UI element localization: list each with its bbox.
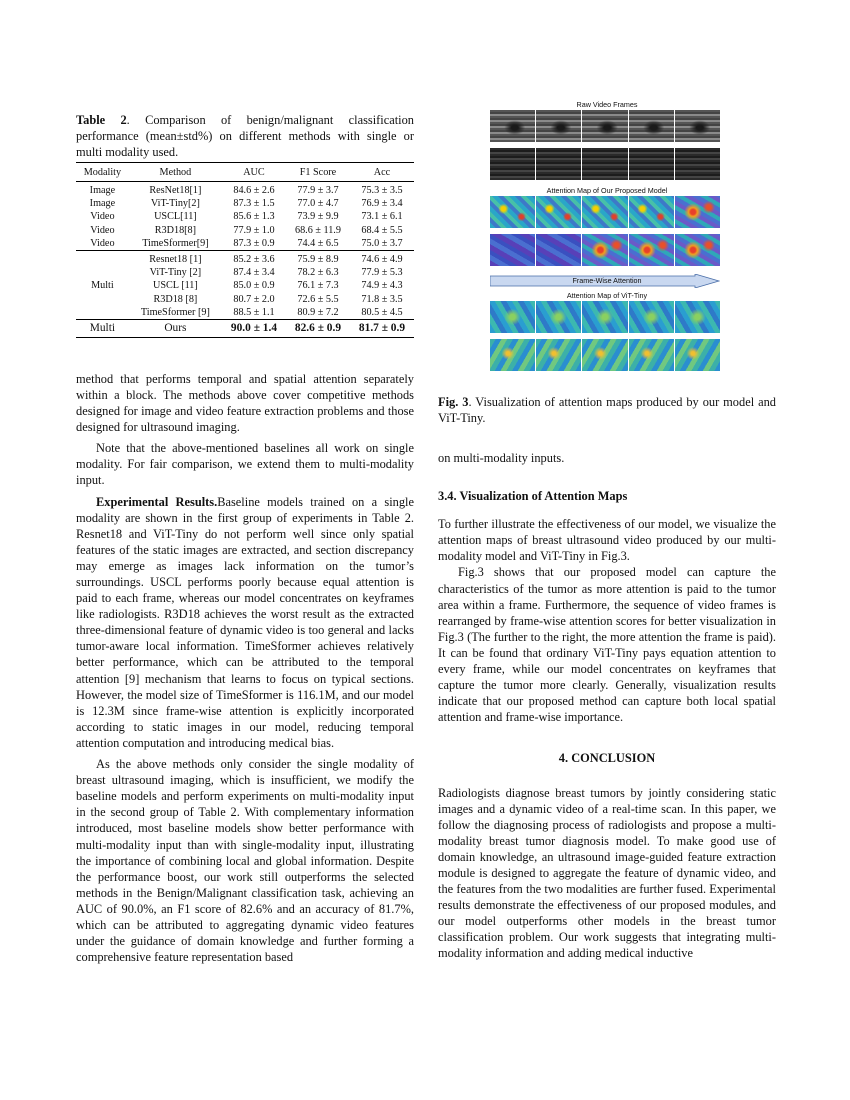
- ultrasound-frame: [582, 110, 627, 142]
- attention-map: [536, 196, 581, 228]
- vit-attention-row-1: [490, 301, 720, 333]
- table-row: [76, 182, 414, 198]
- header-modality: Modality: [76, 163, 129, 182]
- right-column: [438, 98, 776, 962]
- cell-acc: 68.4 ± 5.5: [361, 224, 403, 236]
- header-acc: Acc: [350, 163, 414, 182]
- cell-acc: 73.1 ± 6.1: [361, 211, 403, 223]
- figure-label-ours: Attention Map of Our Proposed Model: [546, 186, 668, 195]
- attention-map: [629, 234, 674, 266]
- cell-modality: Video: [90, 224, 115, 236]
- cell-f1: 73.9 ± 9.9: [297, 211, 339, 223]
- results-table: [76, 162, 414, 338]
- table-row: [76, 197, 414, 210]
- cell-f1: 75.9 ± 8.9: [286, 250, 350, 266]
- paragraph-lead: Experimental Results.: [96, 494, 218, 509]
- header-method: Method: [129, 163, 222, 182]
- cell-f1: 72.6 ± 5.5: [297, 293, 339, 305]
- cell-acc: 77.9 ± 5.3: [361, 267, 403, 279]
- paragraph: To further illustrate the effectiveness of our model, we visualize the attention maps of breast ultrasound video produced by our multi-modality model and ViT-Tiny in Fig.3.: [438, 517, 776, 564]
- attention-map: [629, 196, 674, 228]
- ultrasound-frame: [675, 110, 720, 142]
- header-auc: AUC: [222, 163, 286, 182]
- cell-modality: Multi: [76, 319, 129, 337]
- cell-acc: 75.0 ± 3.7: [361, 237, 403, 249]
- paragraph: As the above methods only consider the single modality of breast ultrasound imaging, which is insufficient, we modify the baseline models and perform experiments on multi-modality input in the second group of Table 2. With complementary information introduced, most baseline models show better performance with multi-modality input than with single-modality input, illustrating the importance of combining local and global information. Despite the performance boost, our work still outperforms the selected methods in the Benign/Malignant classification task, achieving an AUC of 90.0%, an F1 score of 82.6% and an accuracy of 81.7%, which can be attributed to aggregating dynamic video features under the guidance of domain knowledge and further forming a comprehensive feature representation based: [76, 757, 414, 965]
- attention-figure: [438, 98, 776, 378]
- cell-modality: Video: [90, 237, 115, 249]
- cell-method: USCL [11]: [152, 280, 198, 292]
- cell-modality: Image: [76, 182, 129, 198]
- figure-label-vit: Attention Map of ViT-Tiny: [566, 291, 648, 300]
- paragraph: Radiologists diagnose breast tumors by jointly considering static images and a dynamic video of a real-time scan. In this paper, we follow the diagnosing process of radiologists and propose a multi-modality breast tumor diagnosis model. To make good use of domain knowledge, an ultrasound image-guided feature extraction module is designed to aggregate the feature of dynamic video, and the features from the two modalities are further fused. Experimental results demonstrate the effectiveness of our proposed modules, and our model outperforms other models in the breast tumor classification problem. Our work suggests that integrating multi-modality information and adding medical inductive: [438, 785, 776, 961]
- paragraph-text: Baseline models trained on a single modality are shown in the first group of experiments in Table 2. Resnet18 and ViT-Tiny do not perform well since only spatial features of the static images are extracted, and section discrepancy may emerge as images lack information on the tumor’s surroundings. USCL performs poorly because equal attention is paid to each frame, whereas our model concentrates on keyframes like radiologists. R3D18 achieves the worst result as the extracted three-dimensional feature of dynamic video is too general and lacks tumor-aware local information. TimeSformer achieves relatively better performance, which can be attributed to the temporal attention [9] mechanism that learns to focus on typical sections. However, the model size of TimeSformer is 116.1M, and our model is 12.3M since frame-wise attention is explicitly incorporated according to static images in our model, reducing temporal attention computation and introducing medical bias.: [76, 494, 415, 750]
- ultrasound-frame: [629, 148, 674, 180]
- attention-map: [675, 196, 720, 228]
- ultrasound-frame: [536, 148, 581, 180]
- cell-acc: 76.9 ± 3.4: [361, 198, 403, 210]
- figure-caption-text: . Visualization of attention maps produced by our model and ViT-Tiny.: [438, 395, 776, 425]
- paragraph: method that performs temporal and spatial attention separately within a block. The methods above cover competitive methods designed for image and video feature extraction problems and those designed for ultrasound imaging.: [76, 371, 414, 435]
- attention-map: [582, 301, 627, 333]
- attention-map: [490, 301, 535, 333]
- cell-method: Resnet18 [1]: [129, 250, 222, 266]
- section-heading: 3.4. Visualization of Attention Maps: [438, 489, 628, 504]
- cell-f1: 76.1 ± 7.3: [297, 280, 339, 292]
- attention-map: [490, 339, 535, 371]
- cell-f1: 77.0 ± 4.7: [297, 198, 339, 210]
- cell-auc: 87.3 ± 1.5: [233, 198, 275, 210]
- attention-map: [675, 234, 720, 266]
- attention-map: [629, 301, 674, 333]
- header-f1: F1 Score: [286, 163, 350, 182]
- table-caption: [76, 112, 414, 160]
- attention-map: [675, 301, 720, 333]
- paragraph: Fig.3 shows that our proposed model can capture the characteristics of the tumor as more attention is paid to the tumor area within a frame. Furthermore, the sequence of video frames is rearranged by frame-wise attention scores for better visualization in Fig.3 (The further to the right, the more attention the frame is paid). It can be found that ordinary ViT-Tiny pays equation attention to every frame, while our model concentrates on keyframes that capture the tumor more clearly. Generally, visualization results indicate that our proposed method can capture both local spatial attention and frame-wise importance.: [438, 565, 776, 725]
- attention-map: [675, 339, 720, 371]
- cell-auc: 84.6 ± 2.6: [222, 182, 286, 198]
- figure-caption: [438, 394, 776, 426]
- ultrasound-frame: [582, 148, 627, 180]
- cell-auc: 77.9 ± 1.0: [233, 224, 275, 236]
- raw-frames-row-1: [490, 110, 720, 142]
- right-body-text: [438, 450, 776, 962]
- ultrasound-frame: [490, 110, 535, 142]
- ultrasound-frame: [536, 110, 581, 142]
- table-caption-label: Table 2: [76, 113, 127, 127]
- cell-method: Ours: [129, 319, 222, 337]
- cell-f1: 68.6 ± 11.9: [294, 224, 341, 236]
- ultrasound-frame: [629, 110, 674, 142]
- cell-modality: Video: [90, 211, 115, 223]
- table-row: [76, 224, 414, 237]
- attention-map: [582, 196, 627, 228]
- cell-method: ViT-Tiny[2]: [150, 198, 200, 210]
- cell-modality-multi: Multi: [76, 250, 129, 319]
- cell-method: TimeSformer [9]: [140, 306, 210, 318]
- table-row: [76, 210, 414, 223]
- cell-auc: 85.6 ± 1.3: [233, 211, 275, 223]
- attention-map: [490, 234, 535, 266]
- cell-modality: Image: [89, 198, 116, 210]
- cell-f1: 74.4 ± 6.5: [297, 237, 339, 249]
- cell-acc: 80.5 ± 4.5: [361, 306, 403, 318]
- cell-acc: 74.6 ± 4.9: [350, 250, 414, 266]
- cell-acc: 71.8 ± 3.5: [361, 293, 403, 305]
- cell-method: R3D18[8]: [154, 224, 197, 236]
- cell-acc: 75.3 ± 3.5: [350, 182, 414, 198]
- attention-map: [536, 234, 581, 266]
- attention-map: [582, 234, 627, 266]
- paragraph: on multi-modality inputs.: [438, 451, 565, 465]
- cell-method: ViT-Tiny [2]: [149, 267, 202, 279]
- raw-frames-row-2: [490, 148, 720, 180]
- table-caption-text: . Comparison of benign/malignant classification performance (mean±std%) on different methods with single or multi modality used.: [76, 113, 414, 159]
- ours-attention-row-1: [490, 196, 720, 228]
- cell-acc: 74.9 ± 4.3: [361, 280, 403, 292]
- cell-auc: 85.0 ± 0.9: [233, 280, 275, 292]
- cell-auc: 90.0 ± 1.4: [222, 319, 286, 337]
- cell-auc: 85.2 ± 3.6: [222, 250, 286, 266]
- cell-method: ResNet18[1]: [129, 182, 222, 198]
- ultrasound-frame: [675, 148, 720, 180]
- table-row: [76, 237, 414, 251]
- attention-map: [490, 196, 535, 228]
- cell-method: USCL[11]: [154, 211, 197, 223]
- vit-attention-row-2: [490, 339, 720, 371]
- figure-label-arrow: Frame-Wise Attention: [572, 276, 642, 285]
- left-body-text: [76, 371, 414, 965]
- ultrasound-frame: [490, 148, 535, 180]
- ours-attention-row-2: [490, 234, 720, 266]
- left-column: [76, 112, 414, 965]
- cell-auc: 80.7 ± 2.0: [233, 293, 275, 305]
- table-header-row: [76, 163, 414, 182]
- cell-auc: 87.4 ± 3.4: [233, 267, 275, 279]
- attention-map: [536, 339, 581, 371]
- cell-f1: 77.9 ± 3.7: [286, 182, 350, 198]
- cell-method: R3D18 [8]: [153, 293, 198, 305]
- figure-caption-label: Fig. 3: [438, 395, 469, 409]
- cell-auc: 88.5 ± 1.1: [233, 306, 275, 318]
- attention-map: [582, 339, 627, 371]
- table-row-ours: [76, 319, 414, 337]
- attention-map: [629, 339, 674, 371]
- attention-map: [536, 301, 581, 333]
- cell-auc: 87.3 ± 0.9: [233, 237, 275, 249]
- paragraph-experimental-results: [76, 494, 414, 752]
- cell-f1: 80.9 ± 7.2: [297, 306, 339, 318]
- paragraph: Note that the above-mentioned baselines all work on single modality. For fair comparison, we extend them to multi-modality input.: [76, 441, 414, 488]
- section-heading: 4. CONCLUSION: [558, 751, 656, 766]
- cell-method: TimeSformer[9]: [142, 237, 209, 249]
- cell-f1: 78.2 ± 6.3: [297, 267, 339, 279]
- cell-acc: 81.7 ± 0.9: [350, 319, 414, 337]
- cell-f1: 82.6 ± 0.9: [286, 319, 350, 337]
- figure-label-raw: Raw Video Frames: [576, 100, 638, 109]
- table-row: [76, 250, 414, 266]
